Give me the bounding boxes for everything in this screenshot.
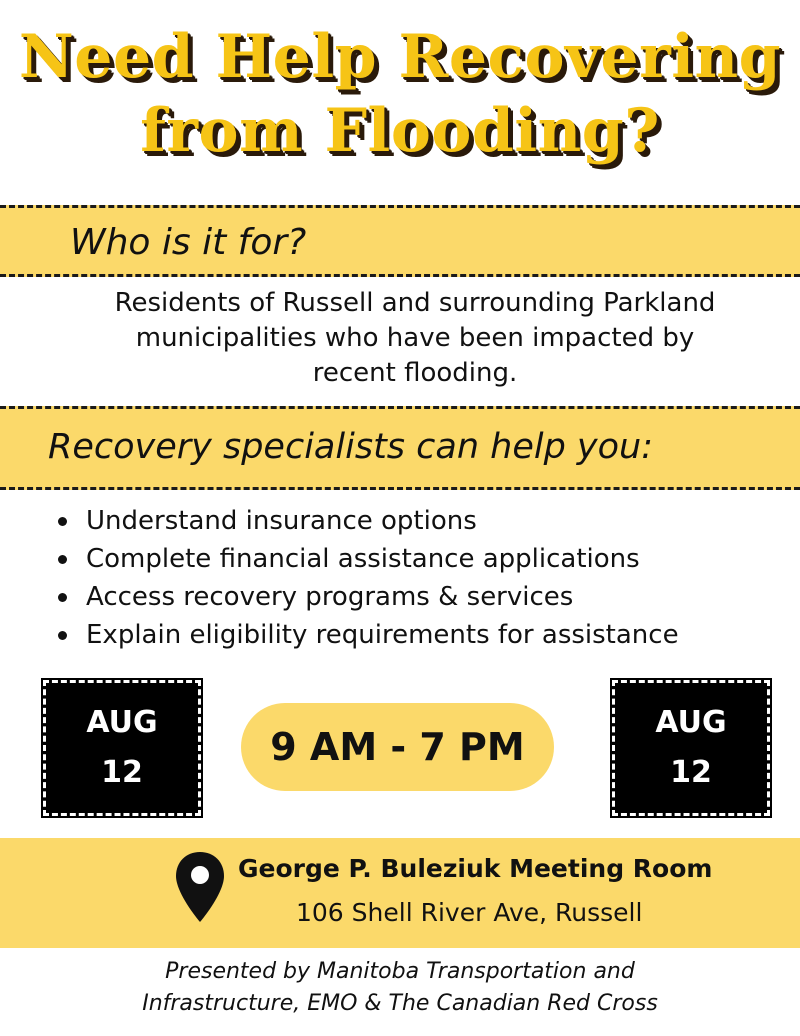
- title-line-1: Need Help Recovering: [18, 22, 782, 92]
- list-item: Understand insurance options: [52, 502, 679, 540]
- page-title: [0, 20, 800, 168]
- footer-line: Presented by Manitoba Transportation and: [165, 959, 635, 984]
- date-month: AUG: [86, 705, 158, 740]
- date-box-right: [612, 680, 770, 816]
- date-box-left: [43, 680, 201, 816]
- location-bar: [0, 838, 800, 948]
- description-line: municipalities who have been impacted by: [135, 323, 695, 353]
- recovery-section-band: [0, 406, 800, 490]
- footer-line: Infrastructure, EMO & The Canadian Red Cross: [142, 991, 658, 1016]
- list-item: Explain eligibility requirements for assistance: [52, 616, 679, 654]
- who-heading: Who is it for?: [70, 222, 307, 263]
- list-item: Access recovery programs & services: [52, 578, 679, 616]
- date-day: 12: [101, 755, 143, 790]
- list-item: Complete financial assistance applications: [52, 540, 679, 578]
- date-day: 12: [670, 755, 712, 790]
- who-section-band: [0, 205, 800, 277]
- presenter-credits: [0, 956, 800, 1020]
- title-line-2: from Flooding?: [140, 96, 660, 166]
- date-month: AUG: [655, 705, 727, 740]
- description-line: recent flooding.: [312, 358, 518, 388]
- recovery-heading: Recovery specialists can help you:: [48, 427, 654, 467]
- who-description: [40, 286, 790, 391]
- description-line: Residents of Russell and surrounding Parkland: [114, 288, 716, 318]
- map-pin-icon: [174, 850, 226, 924]
- services-list: [52, 502, 679, 654]
- venue-name: George P. Buleziuk Meeting Room: [238, 854, 713, 883]
- time-badge: 9 AM - 7 PM: [241, 703, 554, 791]
- venue-address: 106 Shell River Ave, Russell: [296, 898, 643, 927]
